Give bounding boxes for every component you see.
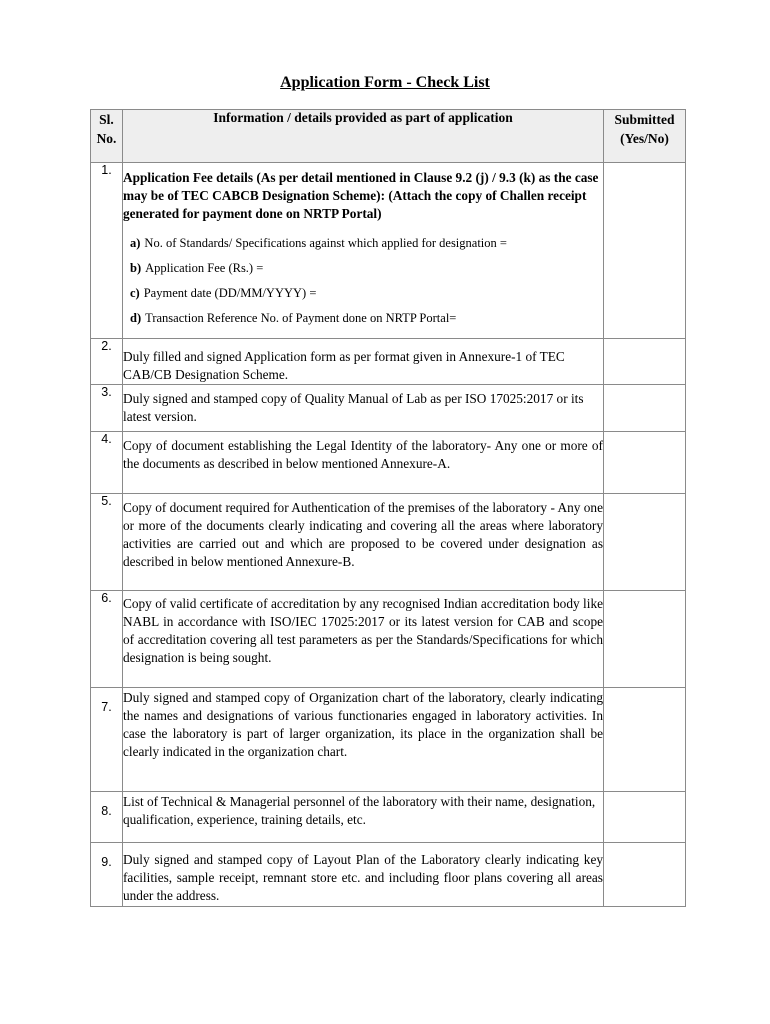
table-row (91, 792, 686, 843)
submitted-cell[interactable] (604, 385, 686, 432)
row-number: 4. (91, 432, 123, 494)
table-row (91, 843, 686, 907)
row-description (123, 163, 604, 339)
row-description: Duly filled and signed Application form as per format given in Annexure-1 of TEC CAB/CB Designation Scheme. (123, 339, 604, 385)
row-number: 7. (91, 688, 123, 792)
row-description: Duly signed and stamped copy of Layout Plan of the Laboratory clearly indicating key facilities, sample receipt, remnant store etc. and including floor plans covering all areas under the address. (123, 843, 604, 907)
table-row (91, 432, 686, 494)
table-row (91, 494, 686, 591)
submitted-cell[interactable] (604, 339, 686, 385)
table-row (91, 591, 686, 688)
submitted-cell[interactable] (604, 494, 686, 591)
page-title: Application Form - Check List (280, 74, 490, 91)
row-description: Duly signed and stamped copy of Organization chart of the laboratory, clearly indicating the names and designations of various functionaries engaged in laboratory activities. In case the laboratory is part of larger organization, its place in the organization shall be clearly indicated in the organization chart. (123, 688, 604, 792)
row-number: 9. (91, 843, 123, 907)
table-row (91, 688, 686, 792)
table-row (91, 163, 686, 339)
row-description: List of Technical & Managerial personnel of the laboratory with their name, designation, qualification, experience, training details, etc. (123, 792, 604, 843)
header-submitted: Submitted (Yes/No) (604, 110, 686, 163)
submitted-cell[interactable] (604, 843, 686, 907)
header-information: Information / details provided as part of application (123, 110, 604, 163)
row-number: 1. (91, 163, 123, 339)
list-item: d) Transaction Reference No. of Payment done on NRTP Portal= (130, 311, 457, 325)
list-item: a) No. of Standards/ Specifications against which applied for designation = (130, 236, 507, 250)
table-row (91, 339, 686, 385)
table-row (91, 385, 686, 432)
table-header-row (91, 110, 686, 163)
row-number: 8. (91, 792, 123, 843)
checklist-table (90, 109, 686, 907)
row-number: 6. (91, 591, 123, 688)
submitted-cell[interactable] (604, 591, 686, 688)
row-number: 5. (91, 494, 123, 591)
row-description: Copy of valid certificate of accreditation by any recognised Indian accreditation body like NABL in accordance with ISO/IEC 17025:2017 or its latest version for CAB and scope of accreditation covering all test parameters as per the Standards/Specifications for which designation is being sought. (123, 591, 604, 688)
submitted-cell[interactable] (604, 792, 686, 843)
submitted-cell[interactable] (604, 432, 686, 494)
submitted-cell[interactable] (604, 688, 686, 792)
row-description: Duly signed and stamped copy of Quality Manual of Lab as per ISO 17025:2017 or its latest version. (123, 385, 604, 432)
row-description: Copy of document required for Authentication of the premises of the laboratory - Any one or more of the documents clearly indicating and covering all the areas where laboratory activities are carried out and which are proposed to be covered under designation as described in below mentioned Annexure-B. (123, 494, 604, 591)
list-item: c) Payment date (DD/MM/YYYY) = (130, 286, 317, 300)
list-item: b) Application Fee (Rs.) = (130, 261, 264, 275)
row-number: 3. (91, 385, 123, 432)
row-description-text: Application Fee details (As per detail mentioned in Clause 9.2 (j) / 9.3 (k) as the case may be of TEC CABCB Designation Scheme): (Attach the copy of Challen receipt generated for payment done on NRTP Portal) (123, 170, 599, 221)
row-number: 2. (91, 339, 123, 385)
header-sl-no: Sl. No. (91, 110, 123, 163)
submitted-cell[interactable] (604, 163, 686, 339)
row-description: Copy of document establishing the Legal Identity of the laboratory- Any one or more of the documents as described in below mentioned Annexure-A. (123, 432, 604, 494)
fee-subitems (123, 231, 603, 331)
